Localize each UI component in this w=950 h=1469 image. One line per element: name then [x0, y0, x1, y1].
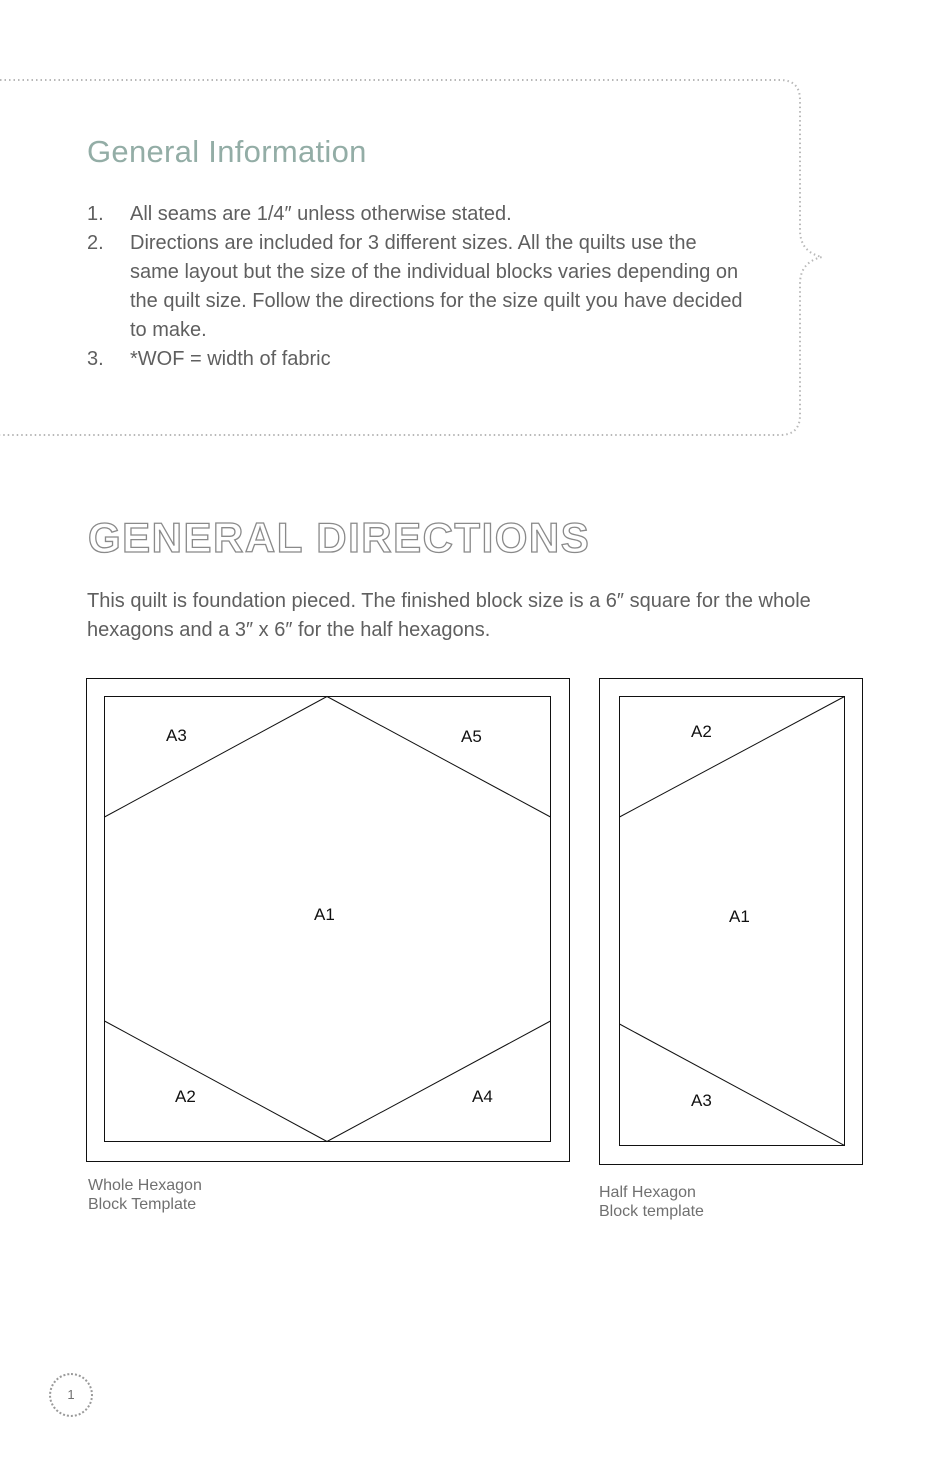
hexagon-bottom-edges [105, 1021, 551, 1142]
half-hexagon-bottom-edge [620, 1024, 845, 1146]
list-item-text: *WOF = width of fabric [130, 348, 331, 370]
list-item-text: Directions are included for 3 different sizes. All the quilts use the same layout but the size of the individual blocks varies depending on the quilt size. Follow the directions for the size quilt you have decided to make. [130, 232, 743, 341]
list-item-text: All seams are 1/4″ unless otherwise stated. [130, 203, 512, 225]
list-item [87, 200, 747, 229]
caption-line: Block template [599, 1203, 704, 1220]
page-number: 1 [49, 1373, 93, 1417]
whole-hexagon-caption [88, 1176, 202, 1214]
half-hexagon-caption [599, 1183, 704, 1221]
list-item [87, 345, 747, 374]
caption-line: Half Hexagon [599, 1184, 696, 1201]
general-directions-text: This quilt is foundation pieced. The finished block size is a 6″ square for the whole hexagons and a 3″ x 6″ for the half hexagons. [87, 590, 811, 641]
piece-label-a5: A5 [461, 727, 482, 746]
piece-label-a2: A2 [691, 722, 712, 741]
general-info-title: General Information [87, 134, 367, 169]
caption-line: Block Template [88, 1196, 197, 1213]
general-directions-heading [86, 506, 646, 566]
general-info-list [87, 200, 747, 374]
list-item-number: 3. [87, 348, 104, 370]
list-item-number: 2. [87, 232, 104, 254]
caption-line: Whole Hexagon [88, 1177, 202, 1194]
piece-label-a3: A3 [166, 726, 187, 745]
piece-label-a4: A4 [472, 1087, 493, 1106]
piece-label-a3: A3 [691, 1091, 712, 1110]
piece-label-a2: A2 [175, 1087, 196, 1106]
half-hexagon-top-edge [620, 697, 845, 818]
list-item-number: 1. [87, 203, 104, 225]
whole-hexagon-diagram [86, 678, 572, 1164]
piece-label-a1: A1 [314, 905, 335, 924]
hexagon-top-edges [105, 697, 551, 818]
svg-text:GENERAL DIRECTIONS: GENERAL DIRECTIONS [88, 514, 591, 561]
piece-label-a1: A1 [729, 907, 750, 926]
list-item [87, 229, 747, 345]
half-hexagon-diagram [599, 678, 865, 1168]
